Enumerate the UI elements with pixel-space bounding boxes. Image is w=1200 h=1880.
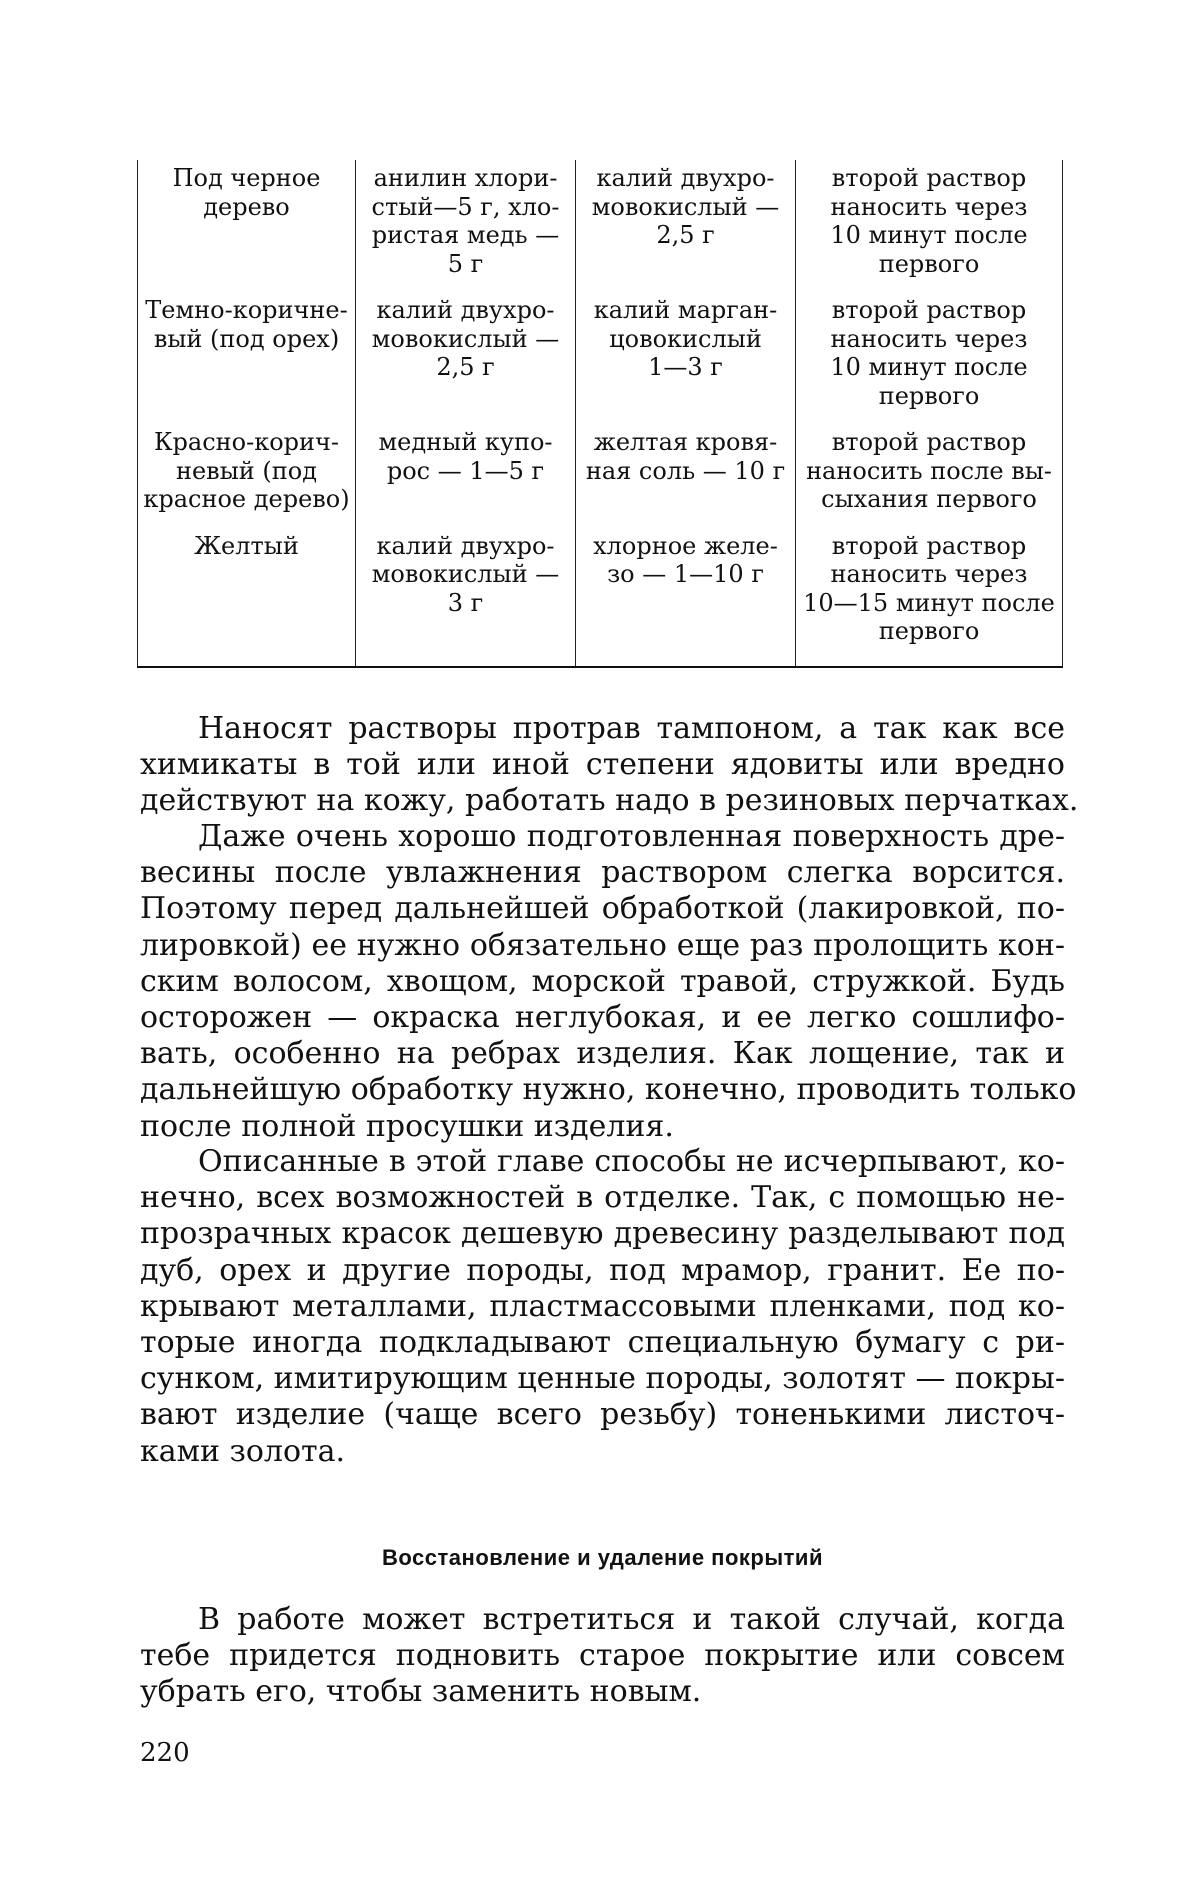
cell-line: сыхания первого xyxy=(799,485,1059,514)
cell-line: 10—15 минут после xyxy=(799,589,1059,618)
text-line: Поэтому перед дальнейшей обработкой (лакировкой, по- xyxy=(140,891,1065,927)
table-cell-solution1 xyxy=(356,292,576,424)
paragraph-polishing xyxy=(140,819,1065,1145)
cell-line: 2,5 г xyxy=(359,353,572,382)
table-cell-note xyxy=(796,292,1063,424)
cell-line: наносить через xyxy=(799,560,1059,589)
text-line: химикаты в той или иной степени ядовиты или вредно xyxy=(140,747,1065,783)
cell-line: хлорное желе- xyxy=(579,532,792,561)
table-cell-solution2 xyxy=(576,292,796,424)
cell-line: цовокислый xyxy=(579,325,792,354)
text-line: ками золота. xyxy=(140,1434,1065,1470)
cell-line: желтая кровя- xyxy=(579,428,792,457)
text-line: вать, особенно на ребрах изделия. Как лощение, так и xyxy=(140,1036,1065,1072)
cell-line: Желтый xyxy=(141,532,352,561)
text-line: Наносят растворы протрав тампоном, а так как все xyxy=(140,711,1065,747)
text-line: нечно, всех возможностей в отделке. Так, с помощью не- xyxy=(140,1180,1065,1216)
text-line: тебе придется подновить старое покрытие или совсем xyxy=(140,1638,1065,1674)
text-line: лировкой) ее нужно обязательно еще раз пролощить кон- xyxy=(140,928,1065,964)
cell-line: ная соль — 10 г xyxy=(579,457,792,486)
cell-line: 1—3 г xyxy=(579,353,792,382)
cell-line: зо — 1—10 г xyxy=(579,560,792,589)
text-line: убрать его, чтобы заменить новым. xyxy=(140,1674,1065,1710)
text-line: Даже очень хорошо подготовленная поверхность дре- xyxy=(140,819,1065,855)
table-cell-solution1 xyxy=(356,424,576,528)
cell-line: стый—5 г, хло- xyxy=(359,193,572,222)
table-cell-solution2 xyxy=(576,528,796,667)
text-line: Описанные в этой главе способы не исчерпывают, ко- xyxy=(140,1144,1065,1180)
cell-line: 10 минут после xyxy=(799,221,1059,250)
cell-line: наносить через xyxy=(799,325,1059,354)
table-row xyxy=(138,160,1063,292)
cell-line: калий двухро- xyxy=(359,296,572,325)
text-line: дуб, орех и другие породы, под мрамор, гранит. Ее по- xyxy=(140,1253,1065,1289)
cell-line: наносить после вы- xyxy=(799,457,1059,486)
table-cell-solution1 xyxy=(356,528,576,667)
table-cell-finish xyxy=(138,528,356,667)
text-line: действуют на кожу, работать надо в резиновых перчатках. xyxy=(140,783,1065,819)
page-number: 220 xyxy=(140,1738,190,1768)
cell-line: Темно-коричне- xyxy=(141,296,352,325)
text-line: после полной просушки изделия. xyxy=(140,1109,1065,1145)
cell-line: второй раствор xyxy=(799,164,1059,193)
cell-line: 2,5 г xyxy=(579,221,792,250)
cell-line: медный купо- xyxy=(359,428,572,457)
text-line: осторожен — окраска неглубокая, и ее легко сошлифо- xyxy=(140,1000,1065,1036)
cell-line: калий двухро- xyxy=(579,164,792,193)
cell-line: невый (под xyxy=(141,457,352,486)
table-row xyxy=(138,424,1063,528)
cell-line: калий марган- xyxy=(579,296,792,325)
table-cell-finish xyxy=(138,424,356,528)
table-cell-finish xyxy=(138,160,356,292)
cell-line: ристая медь — xyxy=(359,221,572,250)
table-cell-note xyxy=(796,528,1063,667)
cell-line: мовокислый — xyxy=(359,325,572,354)
text-line: вают изделие (чаще всего резьбу) тоненькими листоч- xyxy=(140,1397,1065,1433)
text-line: торые иногда подкладывают специальную бумагу с ри- xyxy=(140,1325,1065,1361)
table-cell-note xyxy=(796,424,1063,528)
section-heading: Восстановление и удаление покрытий xyxy=(140,1545,1065,1571)
text-line: весины после увлажнения раствором слегка ворсится. xyxy=(140,855,1065,891)
cell-line: 3 г xyxy=(359,589,572,618)
cell-line: первого xyxy=(799,250,1059,279)
text-line: сунком, имитирующим ценные породы, золотят — покры- xyxy=(140,1361,1065,1397)
text-line: крывают металлами, пластмассовыми пленками, под ко- xyxy=(140,1289,1065,1325)
cell-line: дерево xyxy=(141,193,352,222)
text-line: прозрачных красок дешевую древесину разделывают под xyxy=(140,1216,1065,1252)
text-line: ским волосом, хвощом, морской травой, стружкой. Будь xyxy=(140,964,1065,1000)
cell-line: 5 г xyxy=(359,250,572,279)
cell-line: вый (под орех) xyxy=(141,325,352,354)
cell-line: второй раствор xyxy=(799,532,1059,561)
cell-line: Под черное xyxy=(141,164,352,193)
table-cell-solution1 xyxy=(356,160,576,292)
cell-line: мовокислый — xyxy=(579,193,792,222)
table-row xyxy=(138,292,1063,424)
cell-line: анилин хлори- xyxy=(359,164,572,193)
cell-line: наносить через xyxy=(799,193,1059,222)
book-page xyxy=(0,0,1200,1880)
text-line: В работе может встретиться и такой случай, когда xyxy=(140,1602,1065,1638)
table-cell-finish xyxy=(138,292,356,424)
paragraph-restoration xyxy=(140,1602,1065,1711)
cell-line: Красно-корич- xyxy=(141,428,352,457)
paragraph-other-methods xyxy=(140,1144,1065,1470)
cell-line: второй раствор xyxy=(799,296,1059,325)
table-cell-solution2 xyxy=(576,160,796,292)
table-cell-note xyxy=(796,160,1063,292)
cell-line: 10 минут после xyxy=(799,353,1059,382)
table-row xyxy=(138,528,1063,667)
cell-line: рос — 1—5 г xyxy=(359,457,572,486)
paragraph-application xyxy=(140,711,1065,820)
text-line: дальнейшую обработку нужно, конечно, проводить только xyxy=(140,1072,1065,1108)
stain-recipe-table xyxy=(137,160,1063,668)
cell-line: калий двухро- xyxy=(359,532,572,561)
cell-line: мовокислый — xyxy=(359,560,572,589)
table-cell-solution2 xyxy=(576,424,796,528)
cell-line: второй раствор xyxy=(799,428,1059,457)
cell-line: первого xyxy=(799,382,1059,411)
cell-line: первого xyxy=(799,617,1059,646)
cell-line: красное дерево) xyxy=(141,485,352,514)
